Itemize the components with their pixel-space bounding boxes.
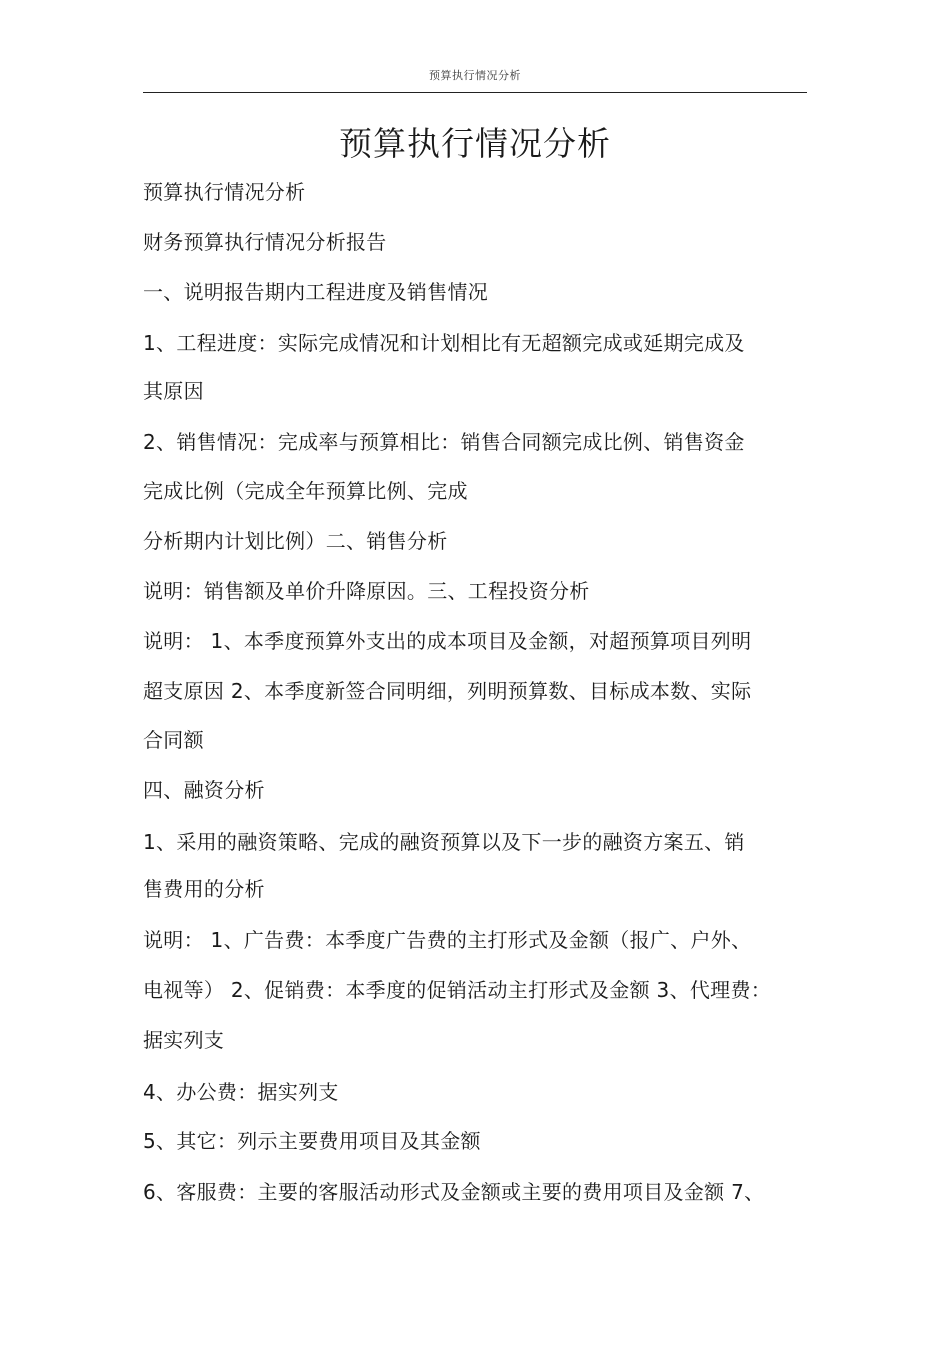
body-line: 售费用的分析 bbox=[143, 877, 265, 901]
body-line: 说明：销售额及单价升降原因。三、工程投资分析 bbox=[143, 579, 590, 603]
body-line: 财务预算执行情况分析报告 bbox=[143, 230, 387, 254]
body-line: 6、客服费：主要的客服活动形式及金额或主要的费用项目及金额 7、 bbox=[143, 1180, 765, 1204]
body-line: 四、融资分析 bbox=[143, 778, 265, 802]
body-line: 预算执行情况分析 bbox=[143, 180, 306, 204]
body-line: 说明： 1、本季度预算外支出的成本项目及金额，对超预算项目列明 bbox=[143, 629, 752, 653]
body-line: 5、其它：列示主要费用项目及其金额 bbox=[143, 1129, 481, 1153]
body-line: 2、销售情况：完成率与预算相比：销售合同额完成比例、销售资金 bbox=[143, 430, 745, 454]
body-line: 分析期内计划比例）二、销售分析 bbox=[143, 529, 448, 553]
body-line: 电视等） 2、促销费：本季度的促销活动主打形式及金额 3、代理费： bbox=[143, 978, 772, 1002]
body-line: 据实列支 bbox=[143, 1028, 225, 1052]
body-line: 1、采用的融资策略、完成的融资预算以及下一步的融资方案五、销 bbox=[143, 830, 745, 854]
body-line: 其原因 bbox=[143, 379, 204, 403]
body-line: 说明： 1、广告费：本季度广告费的主打形式及金额（报广、户外、 bbox=[143, 928, 752, 952]
body-line: 1、工程进度：实际完成情况和计划相比有无超额完成或延期完成及 bbox=[143, 331, 745, 355]
body-line: 一、说明报告期内工程进度及销售情况 bbox=[143, 280, 489, 304]
body-line: 4、办公费：据实列支 bbox=[143, 1080, 339, 1104]
document-title: 预算执行情况分析 bbox=[339, 124, 611, 163]
body-line: 完成比例（完成全年预算比例、完成 bbox=[143, 479, 468, 503]
running-title: 预算执行情况分析 bbox=[429, 69, 521, 82]
page-header bbox=[143, 64, 807, 93]
body-line: 超支原因 2、本季度新签合同明细，列明预算数、目标成本数、实际 bbox=[143, 679, 752, 703]
body-line: 合同额 bbox=[143, 728, 204, 752]
